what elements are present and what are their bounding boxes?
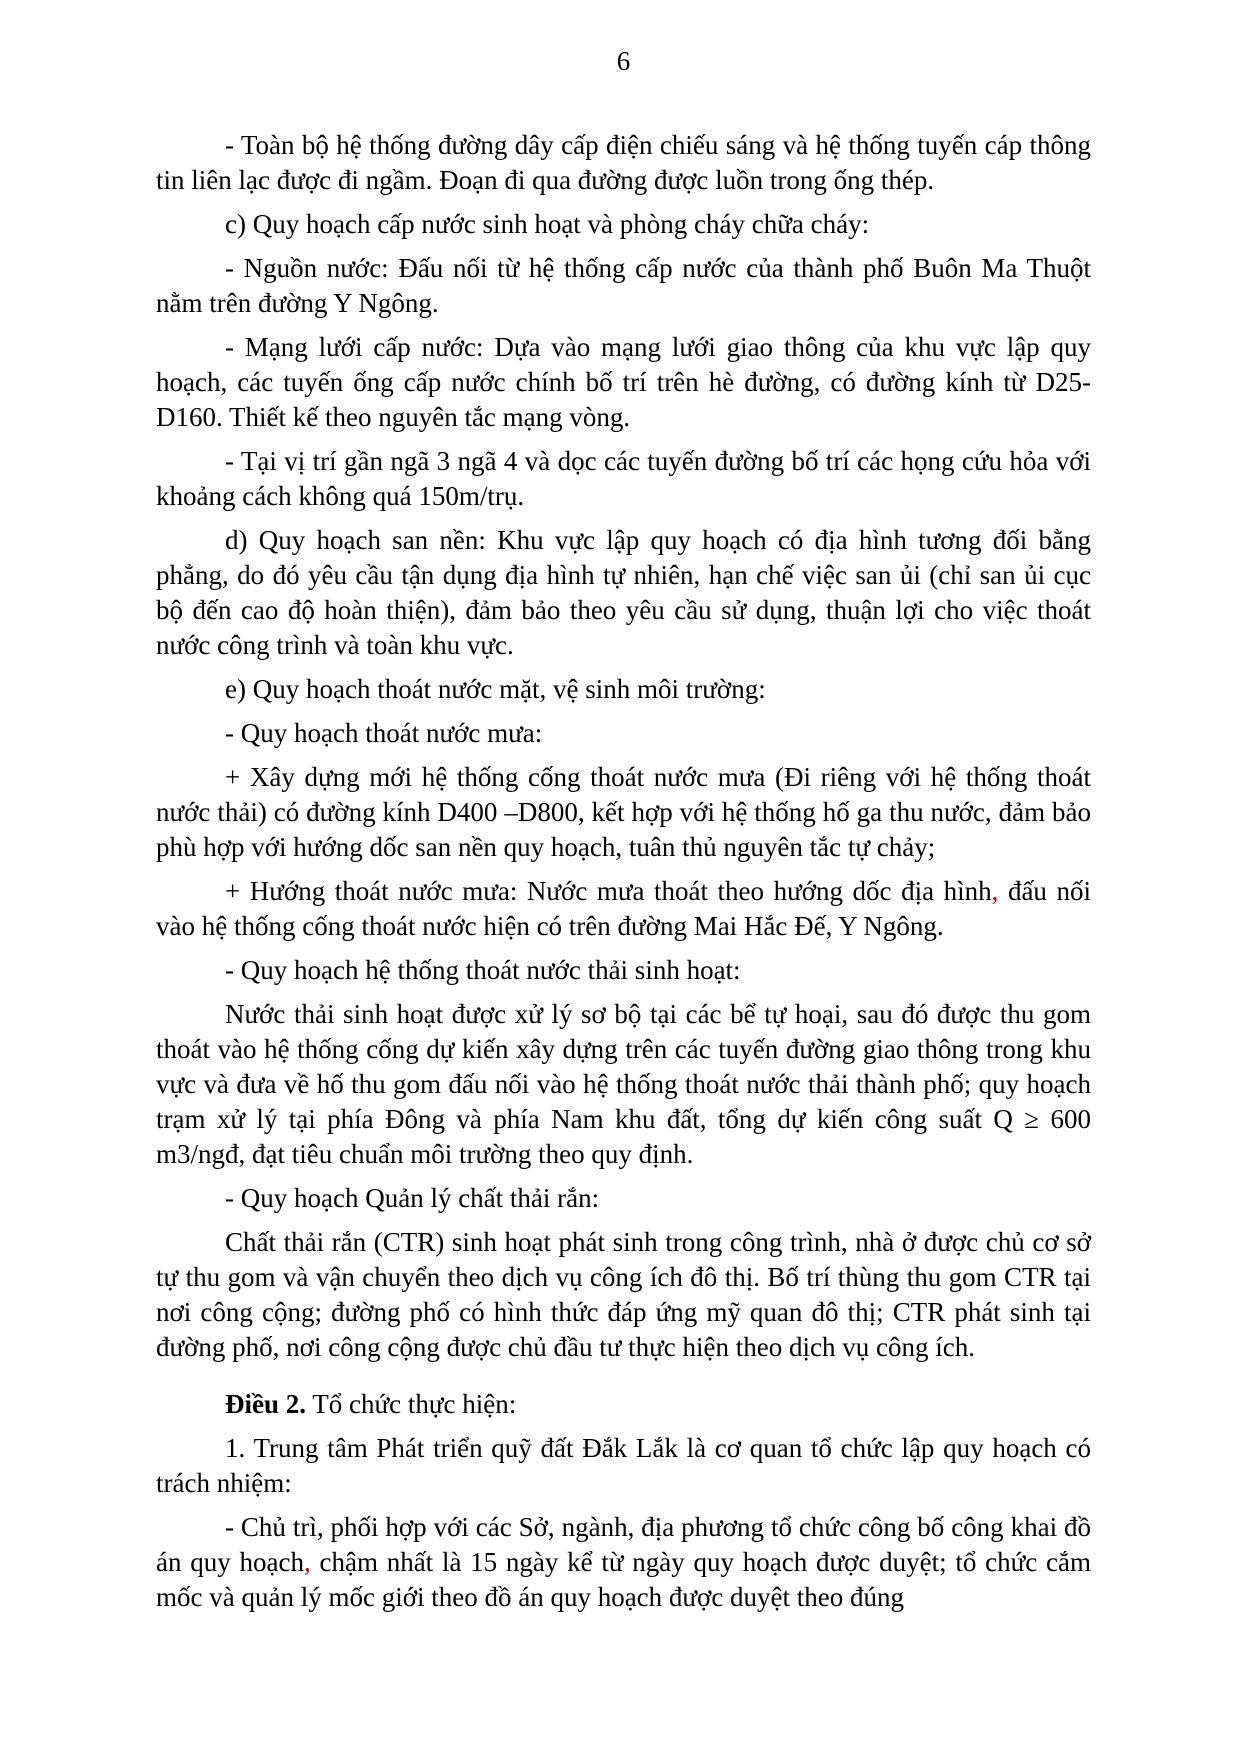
paragraph bbox=[156, 1387, 1091, 1422]
paragraph bbox=[156, 523, 1091, 663]
text-segment: - Tại vị trí gần ngã 3 ngã 4 và dọc các tuyến đường bố trí các họng cứu hỏa với khoảng cách không quá 150m/trụ. bbox=[156, 446, 1091, 511]
bold-text: Điều 2. bbox=[225, 1389, 306, 1419]
text-segment: - Quy hoạch hệ thống thoát nước thải sinh hoạt: bbox=[225, 955, 741, 985]
text-segment: chậm nhất là 15 ngày kể từ ngày quy hoạch được duyệt; tổ chức cắm mốc và quản lý mốc giới theo đồ án quy hoạch được duyệt theo đúng bbox=[156, 1547, 1092, 1612]
paragraph bbox=[156, 672, 1091, 707]
text-segment: e) Quy hoạch thoát nước mặt, vệ sinh môi trường: bbox=[225, 674, 766, 704]
paragraph bbox=[156, 716, 1091, 751]
text-segment: - Toàn bộ hệ thống đường dây cấp điện chiếu sáng và hệ thống tuyến cáp thông tin liên lạc được đi ngầm. Đoạn đi qua đường được luồn trong ống thép. bbox=[156, 130, 1091, 195]
text-segment: 1. Trung tâm Phát triển quỹ đất Đắk Lắk là cơ quan tổ chức lập quy hoạch có trách nhiệm: bbox=[156, 1433, 1091, 1498]
text-segment: - Quy hoạch thoát nước mưa: bbox=[225, 718, 543, 748]
text-segment: c) Quy hoạch cấp nước sinh hoạt và phòng cháy chữa cháy: bbox=[225, 209, 870, 239]
text-segment: + Xây dựng mới hệ thống cống thoát nước mưa (Đi riêng với hệ thống thoát nước thải) có đường kính D400 –D800, kết hợp với hệ thống hố ga thu nước, đảm bảo phù hợp với hướng dốc san nền quy hoạch, tuân thủ nguyên tắc tự chảy; bbox=[156, 762, 1091, 862]
text-segment: Tổ chức thực hiện: bbox=[306, 1389, 517, 1419]
document-body bbox=[156, 128, 1091, 1615]
text-segment: Nước thải sinh hoạt được xử lý sơ bộ tại các bể tự hoại, sau đó được thu gom thoát vào hệ thống cống dự kiến xây dựng trên các tuyến đường giao thông trong khu vực và đưa về hố thu gom đấu nối vào hệ thống thoát nước thải thành phố; quy hoạch trạm xử lý tại phía Đông và phía Nam khu đất, tổng dự kiến công suất Q ≥ 600 m3/ngđ, đạt tiêu chuẩn môi trường theo quy định. bbox=[156, 999, 1091, 1169]
paragraph bbox=[156, 444, 1091, 514]
text-segment: - Quy hoạch Quản lý chất thải rắn: bbox=[225, 1183, 600, 1213]
red-comma: , bbox=[991, 876, 999, 906]
paragraph bbox=[156, 874, 1091, 944]
paragraph bbox=[156, 251, 1091, 321]
paragraph bbox=[156, 1431, 1091, 1501]
paragraph bbox=[156, 760, 1091, 865]
text-segment: + Hướng thoát nước mưa: Nước mưa thoát theo hướng dốc địa hình bbox=[225, 876, 992, 906]
paragraph bbox=[156, 1181, 1091, 1216]
paragraph bbox=[156, 128, 1091, 198]
text-segment: - Chủ trì, phối hợp với các Sở, ngành, địa phương tổ chức công bố công khai đồ án quy hoạch bbox=[156, 1512, 1091, 1577]
text-segment: d) Quy hoạch san nền: Khu vực lập quy hoạch có địa hình tương đối bằng phẳng, do đó yêu cầu tận dụng địa hình tự nhiên, hạn chế việc san ủi (chỉ san ủi cục bộ đến cao độ hoàn thiện), đảm bảo theo yêu cầu sử dụng, thuận lợi cho việc thoát nước công trình và toàn khu vực. bbox=[156, 525, 1091, 660]
text-segment: đấu nối vào hệ thống cống thoát nước hiện có trên đường Mai Hắc Đế, Y Ngông. bbox=[156, 876, 1091, 941]
paragraph bbox=[156, 1510, 1091, 1615]
text-segment: - Mạng lưới cấp nước: Dựa vào mạng lưới giao thông của khu vực lập quy hoạch, các tuyến ống cấp nước chính bố trí trên hè đường, có đường kính từ D25- D160. Thiết kế theo nguyên tắc mạng vòng. bbox=[156, 332, 1091, 432]
paragraph bbox=[156, 330, 1091, 435]
text-segment: Chất thải rắn (CTR) sinh hoạt phát sinh trong công trình, nhà ở được chủ cơ sở tự thu gom và vận chuyển theo dịch vụ công ích đô thị. Bố trí thùng thu gom CTR tại nơi công cộng; đường phố có hình thức đáp ứng mỹ quan đô thị; CTR phát sinh tại đường phố, nơi công cộng được chủ đầu tư thực hiện theo dịch vụ công ích. bbox=[156, 1227, 1091, 1362]
paragraph bbox=[156, 997, 1091, 1172]
paragraph bbox=[156, 953, 1091, 988]
red-comma: , bbox=[303, 1547, 311, 1577]
page-number: 6 bbox=[616, 46, 631, 76]
paragraph bbox=[156, 207, 1091, 242]
text-segment: - Nguồn nước: Đấu nối từ hệ thống cấp nước của thành phố Buôn Ma Thuột nằm trên đường Y Ngông. bbox=[156, 253, 1091, 318]
paragraph bbox=[156, 1225, 1091, 1365]
